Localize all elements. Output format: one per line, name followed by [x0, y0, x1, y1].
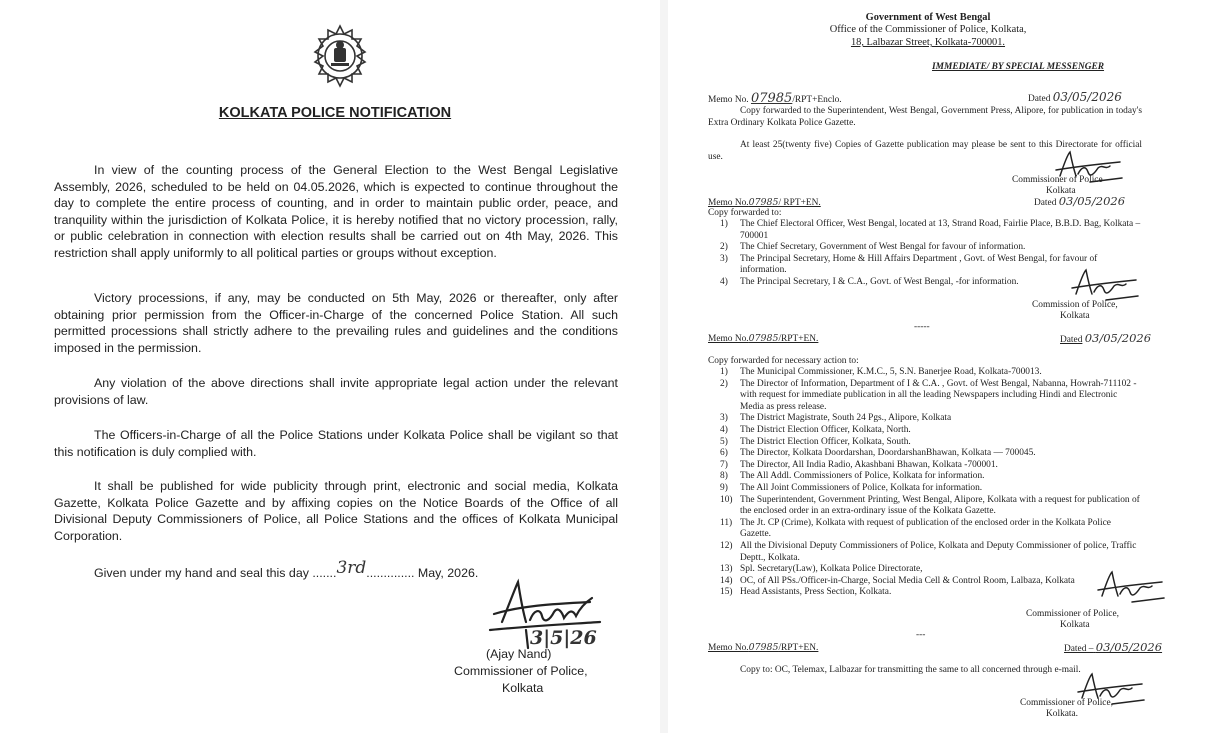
list-item [708, 425, 1142, 437]
paragraph-5-text: It shall be published for wide publicity through print, electronic and social media, Kolkata Gazette, Kolkata Police Gazette and by affixing copies on the Notice Boards of the Office of all Divisional Deputy Commissioners of Police, all Police Stations and the offices of Kolkata Municipal Corporation. [54, 479, 618, 543]
copy-forwarded-intro-3: Copy forwarded for necessary action to: [708, 356, 859, 366]
page-divider [660, 0, 668, 733]
list-item-text: The Chief Secretary, Government of West Bengal for favour of information. [740, 242, 1026, 253]
list-item-text: The Principal Secretary, I & C.A., Govt. of West Bengal, -for information. [740, 276, 1019, 287]
list-item [708, 471, 1142, 483]
memo-number: 07985 [748, 642, 779, 653]
given-prefix: Given under my hand and seal this day ....... [94, 566, 337, 580]
memo-date: 03/05/2026 [1058, 194, 1126, 208]
list-item-text: The All Joint Commissioners of Police, Kolkata for information. [740, 482, 983, 493]
memo-number: 07985 [748, 197, 779, 208]
list-item [708, 448, 1142, 460]
list-item-text: The Superintendent, Government Printing, West Bengal, Alipore, Kolkata with a request for publication of the enclosed order in an extra-ordinary issue of the Kolkata Gazette. [740, 494, 1140, 517]
memo-page [668, 0, 1218, 733]
list-item [708, 437, 1142, 449]
paragraph-3 [54, 375, 618, 408]
list-item-text: OC, of All PSs./Officer-in-Charge, Social Media Cell & Control Room, Lalbaza, Kolkata [740, 575, 1075, 586]
memo-date: 03/05/2026 [1095, 640, 1163, 654]
list-item-number: 7) [720, 459, 728, 470]
list-item-text: The District Election Officer, Kolkata, South. [740, 436, 911, 447]
list-item-number: 13) [720, 564, 733, 575]
list-item-text: The Municipal Commissioner, K.M.C., 5, S.N. Banerjee Road, Kolkata-700013. [740, 367, 1042, 377]
memo-number: 07985 [748, 333, 779, 344]
paragraph-1-text: In view of the counting process of the General Election to the West Bengal Legislative Assembly, 2026, scheduled to be held on 04.05.2026, which is expected to continue throughout the day to complete the entire process of counting, and in order to maintain public order, peace, and tranquility within the jurisdiction of Kolkata Police, it is hereby notified that no victory procession, rally, or public celebration in connection with election results shall be carried out on 4th May, 2026. This restriction shall apply uniformly to all political parties or groups without exception. [54, 163, 618, 260]
list-item-text: The Director of Information, Department of I & C.A. , Govt. of West Bengal, Nabanna, Howrah-711102 -with request for immediate publication in all the leading Newspapers including Hindi and Electronic Media as press release. [740, 378, 1137, 412]
list-item [708, 413, 1142, 425]
list-item-number: 15) [720, 587, 733, 598]
list-item-number: 14) [720, 575, 733, 586]
dated-label: Dated – [1064, 644, 1094, 654]
list-item-number: 5) [720, 436, 728, 447]
list-item-number: 3) [720, 253, 728, 264]
forward-text-2: At least 25(twenty five) Copies of Gazette publication may please be sent to this Directorate for official use. [708, 140, 1142, 162]
memo-suffix: /RPT+Enclo. [792, 95, 842, 105]
list-item-text: The All Addl. Commissioners of Police, Kolkata for information. [740, 471, 985, 482]
dated-line-4 [1064, 642, 1162, 656]
given-day-handwritten: 3rd [336, 558, 367, 578]
signatory-city: Kolkata [502, 681, 544, 695]
list-item-text: Head Assistants, Press Section, Kolkata. [740, 587, 892, 598]
memo-label: Memo No. [708, 198, 749, 208]
signature-1-city: Kolkata [1046, 186, 1076, 196]
signatory-name: (Ajay Nand) [486, 647, 552, 661]
list-item-text: Spl. Secretary(Law), Kolkata Police Directorate, [740, 564, 923, 575]
list-item-text: The District Election Officer, Kolkata, North. [740, 424, 911, 435]
list-item [708, 379, 1142, 414]
list-item [708, 242, 1142, 254]
signature-1-title: Commissioner of Police [1012, 175, 1103, 185]
list-item-text: The Director, All India Radio, Akashbani Bhawan, Kolkata -700001. [740, 459, 998, 470]
copy-forwarded-intro-2: Copy forwarded to: [708, 208, 782, 218]
list-item [708, 576, 1142, 588]
list-item [708, 564, 1142, 576]
memo-line-1 [708, 93, 842, 107]
list-item-text: The Chief Electoral Officer, West Bengal, located at 13, Strand Road, Fairlie Place, B.B.D. Bag, Kolkata – 700001 [740, 219, 1141, 241]
list-item-text: The Director, Kolkata Doordarshan, DoordarshanBhawan, Kolkata — 700045. [740, 448, 1036, 459]
recipient-list-3 [708, 367, 1142, 599]
separator-3: --- [916, 630, 926, 640]
list-item [708, 367, 1142, 379]
dated-line-1 [1028, 92, 1122, 106]
signature-date-handwritten: 3|5|26 [530, 627, 597, 649]
list-item-number: 11) [720, 517, 733, 528]
signatory-title: Commissioner of Police, [454, 664, 588, 678]
list-item-text: The District Magistrate, South 24 Pgs., Alipore, Kolkata [740, 413, 952, 424]
list-item-number: 8) [720, 471, 728, 482]
paragraph-4-text: The Officers-in-Charge of all the Police Stations under Kolkata Police shall be vigilant so that this notification is duly complied with. [54, 428, 618, 459]
list-item-number: 1) [720, 219, 728, 229]
list-item-number: 6) [720, 448, 728, 459]
dated-label: Dated [1060, 335, 1083, 345]
kolkata-police-seal-icon [300, 14, 380, 94]
forward-text-1: Copy forwarded to the Superintendent, West Bengal, Government Press, Alipore, for publication in today's Extra Ordinary Kolkata Police Gazette. [708, 106, 1142, 128]
list-item-number: 10) [720, 494, 733, 505]
urgency-label: IMMEDIATE/ BY SPECIAL MESSENGER [932, 62, 1105, 72]
given-suffix: .............. May, 2026. [366, 566, 479, 580]
paragraph-1 [54, 162, 618, 262]
header-address: 18, Lalbazar Street, Kolkata-700001. [850, 37, 1006, 48]
list-item-number: 2) [720, 242, 728, 253]
list-item-number: 12) [720, 540, 733, 551]
signature-4-title: Commissioner of Police, [1020, 698, 1113, 708]
given-line [94, 558, 479, 582]
copy-to-text: Copy to: OC, Telemax, Lalbazar for transmitting the same to all concerned through e-mail. [740, 665, 1081, 675]
paragraph-4 [54, 427, 618, 460]
signature-3-title: Commissioner of Police, [1026, 609, 1119, 619]
list-item [708, 495, 1142, 518]
signature-2-title: Commission of Police, [1032, 300, 1118, 310]
list-item [708, 518, 1142, 541]
list-item-number: 1) [720, 367, 728, 377]
header-government: Government of West Bengal [865, 12, 991, 23]
dated-label: Dated [1028, 94, 1051, 104]
signature-4-city: Kolkata. [1046, 709, 1079, 719]
list-item-text: The Jt. CP (Crime), Kolkata with request of publication of the enclosed order in the Kolkata Police Gazette. [740, 517, 1111, 540]
memo-line-3 [708, 333, 818, 346]
notification-title: KOLKATA POLICE NOTIFICATION [218, 105, 452, 121]
dated-line-3 [1060, 333, 1151, 347]
separator-2: ----- [914, 322, 930, 332]
list-item [708, 483, 1142, 495]
list-item-number: 3) [720, 413, 728, 424]
memo-date: 03/05/2026 [1084, 331, 1152, 345]
list-item [708, 460, 1142, 472]
list-item-number: 9) [720, 482, 728, 493]
dated-label: Dated [1034, 198, 1057, 208]
memo-label: Memo No. [708, 334, 749, 344]
memo-label: Memo No. [708, 643, 749, 653]
list-item-number: 2) [720, 378, 728, 389]
memo-label: Memo No. [708, 95, 749, 105]
list-item-number: 4) [720, 424, 728, 435]
paragraph-2 [54, 290, 618, 356]
list-item-text: The Principal Secretary, Home & Hill Affairs Department , Govt. of West Bengal, for favour of information. [740, 253, 1098, 276]
list-item [708, 587, 1142, 599]
memo-suffix: /RPT+EN. [778, 643, 819, 653]
list-item-number: 4) [720, 276, 728, 287]
dated-line-2 [1034, 196, 1125, 210]
header-office: Office of the Commissioner of Police, Kolkata, [829, 24, 1027, 35]
signature-3-icon [1092, 568, 1172, 608]
memo-suffix: / RPT+EN. [778, 198, 821, 208]
list-item [708, 541, 1142, 564]
memo-number: 07985 [750, 91, 793, 106]
paragraph-3-text: Any violation of the above directions shall invite appropriate legal action under the relevant provisions of law. [54, 376, 618, 407]
list-item [708, 219, 1142, 242]
memo-line-4 [708, 642, 818, 655]
list-item-text: All the Divisional Deputy Commissioners of Police, Kolkata and Deputy Commissioner of police, Traffic Deptt., Kolkata. [740, 540, 1137, 563]
paragraph-2-text: Victory processions, if any, may be conducted on 5th May, 2026 or thereafter, only after obtaining prior permission from the Officer-in-Charge of the concerned Police Station. All such permitted processions shall strictly adhere to the prevailing rules and guidelines and the conditions imposed in the permission. [54, 291, 618, 355]
signature-2-city: Kolkata [1060, 311, 1090, 321]
signature-3-city: Kolkata [1060, 620, 1090, 630]
memo-suffix: /RPT+EN. [778, 334, 819, 344]
paragraph-5 [54, 478, 618, 544]
memo-date: 03/05/2026 [1052, 90, 1122, 104]
